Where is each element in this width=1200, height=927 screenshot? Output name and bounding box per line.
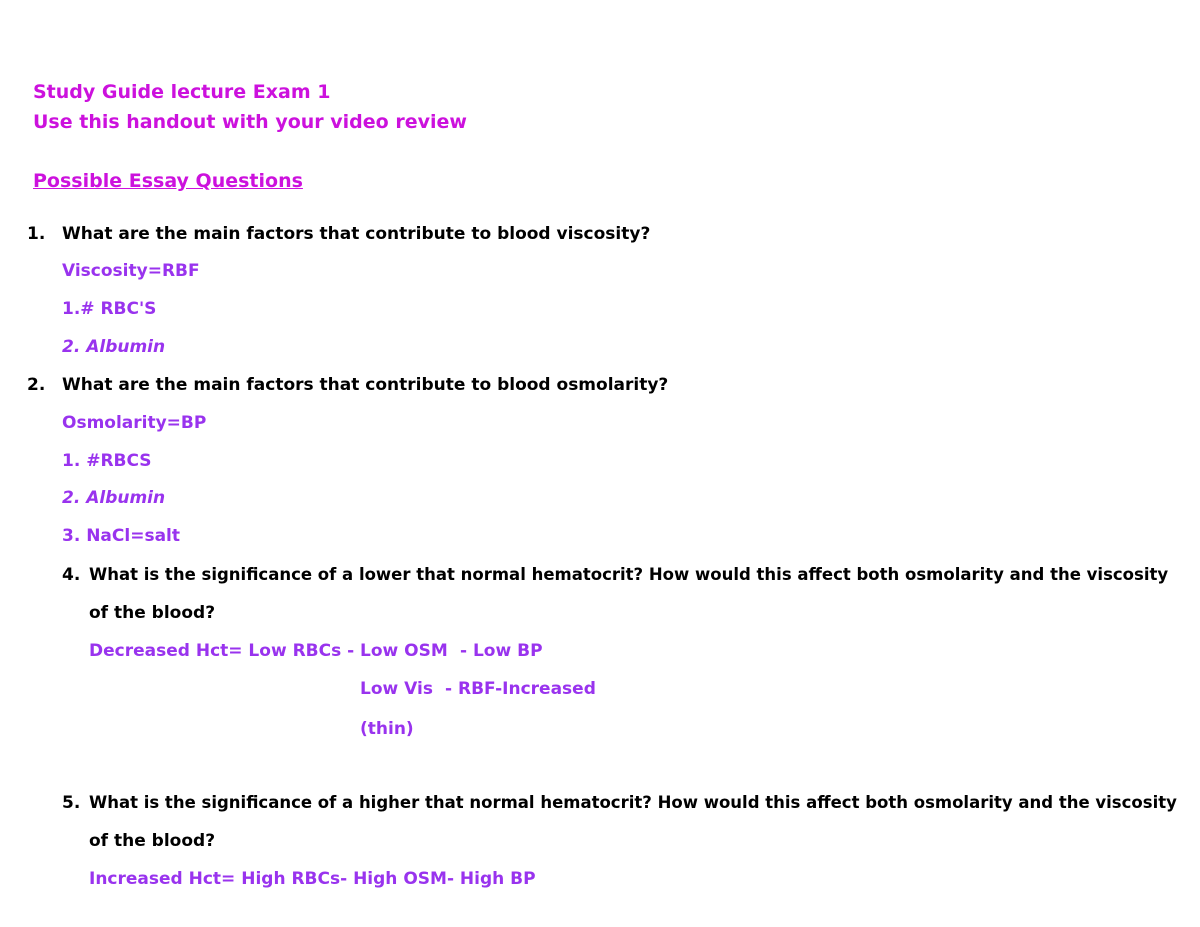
answer-1-line-2: 1.# RBC'S: [62, 299, 157, 319]
answer-4-thin: (thin): [360, 719, 414, 739]
doc-subtitle: Use this handout with your video review: [33, 111, 467, 133]
answer-2-line-1: Osmolarity=BP: [62, 413, 207, 433]
answer-2-line-2: 1. #RBCS: [62, 451, 152, 471]
answer-1-line-3: 2. Albumin: [62, 337, 166, 357]
question-1-text: What are the main factors that contribute to blood viscosity?: [62, 224, 651, 244]
answer-4-osm: Low OSM: [360, 641, 448, 661]
answer-2-line-4: 3. NaCl=salt: [62, 526, 180, 546]
answer-5: Increased Hct= High RBCs- High OSM- High BP: [89, 869, 536, 889]
section-title: Possible Essay Questions: [33, 170, 303, 192]
question-4-number: 4.: [62, 565, 81, 585]
question-1-number: 1.: [27, 224, 46, 244]
answer-2-line-3: 2. Albumin: [62, 488, 166, 508]
question-2-number: 2.: [27, 375, 46, 395]
question-4-text-line-2: of the blood?: [89, 603, 216, 623]
question-2-text: What are the main factors that contribute to blood osmolarity?: [62, 375, 669, 395]
answer-4-lead: Decreased Hct= Low RBCs -: [89, 641, 355, 661]
answer-4-vis: Low Vis: [360, 679, 433, 699]
question-5-text-line-2: of the blood?: [89, 831, 216, 851]
answer-4-bp: - Low BP: [460, 641, 543, 661]
question-4-text-line-1: What is the significance of a lower that normal hematocrit? How would this affect both osmolarity and the viscosity: [89, 565, 1169, 584]
doc-title: Study Guide lecture Exam 1: [33, 81, 331, 103]
answer-4-rbf: - RBF-Increased: [445, 679, 596, 699]
answer-1-line-1: Viscosity=RBF: [62, 261, 200, 281]
question-5-number: 5.: [62, 793, 81, 813]
question-5-text-line-1: What is the significance of a higher that normal hematocrit? How would this affect both osmolarity and the viscosity: [89, 793, 1177, 812]
